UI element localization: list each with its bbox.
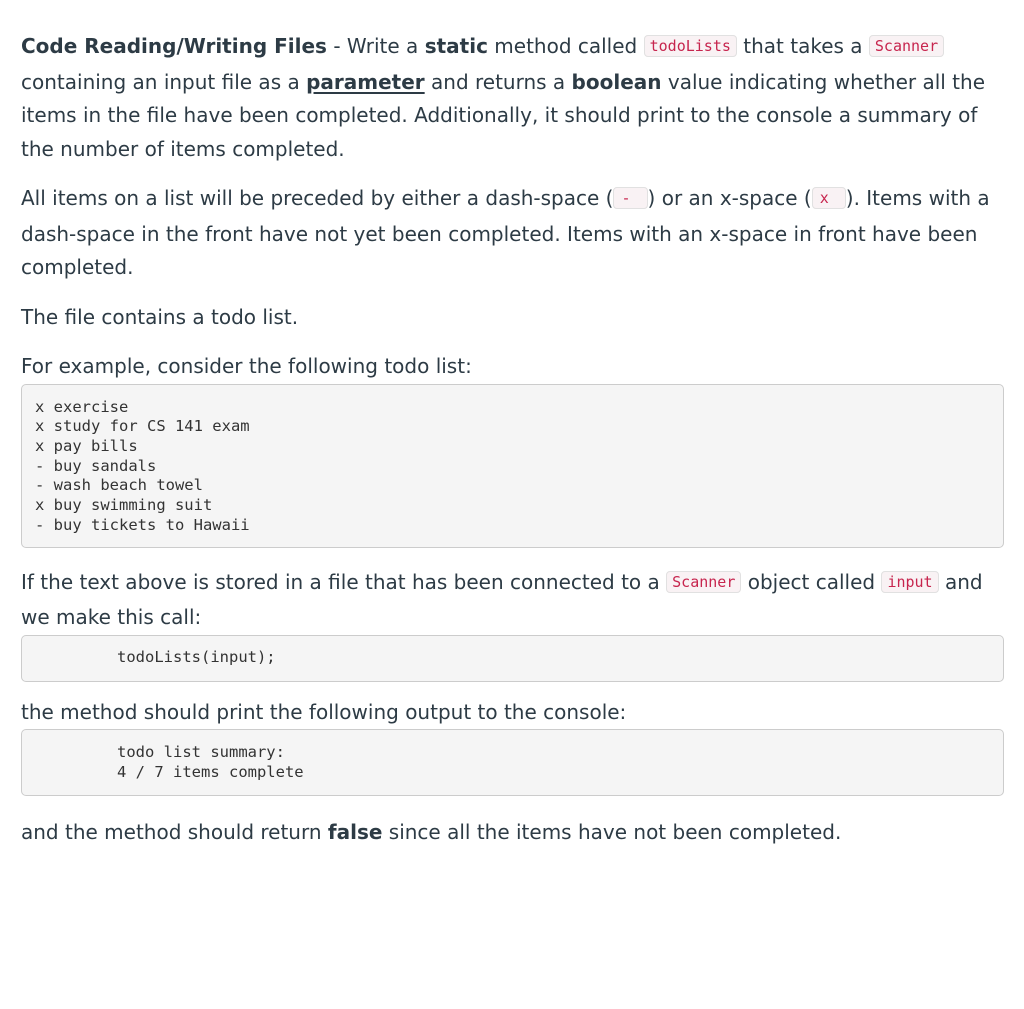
method-name-code: todoLists xyxy=(644,35,737,57)
false-keyword: false xyxy=(327,820,383,844)
return-value-paragraph: and the method should return false since all the items have not been completed. xyxy=(21,820,842,844)
parameter-link[interactable]: parameter xyxy=(306,69,425,94)
todo-line: x buy swimming suit xyxy=(35,496,213,515)
console-output-code-block xyxy=(21,729,1004,796)
todo-line: x exercise xyxy=(35,397,129,416)
todo-line: - buy tickets to Hawaii xyxy=(35,515,250,534)
output-line: 4 / 7 items complete xyxy=(117,762,304,781)
prefix-explanation-paragraph: All items on a list will be preceded by either a dash-space ( - ) or an x-space ( x ). Items with a dash-space in the front have not yet been completed. Items with an x-space in front have been completed. xyxy=(21,186,990,279)
todo-line: x study for CS 141 exam xyxy=(35,417,250,436)
scanner-code: Scanner xyxy=(869,35,944,57)
todo-line: x pay bills xyxy=(35,436,138,455)
input-code: input xyxy=(881,571,938,593)
output-intro-paragraph: the method should print the following output to the console: xyxy=(21,699,627,724)
todo-list-code-block xyxy=(21,384,1004,548)
scanner-code: Scanner xyxy=(666,571,741,593)
todo-line: - wash beach towel xyxy=(35,476,203,495)
static-keyword: static xyxy=(424,34,488,58)
example-intro-paragraph: For example, consider the following todo list: xyxy=(21,354,472,378)
question-content xyxy=(21,30,1006,850)
output-line: todo list summary: xyxy=(117,743,285,761)
question-title: Code Reading/Writing Files xyxy=(21,34,327,58)
method-call-line: todoLists(input); xyxy=(117,647,276,666)
dash-space-code: - xyxy=(613,187,647,209)
method-call-code-block xyxy=(21,635,1004,682)
call-intro-paragraph: If the text above is stored in a file that has been connected to a Scanner object called input and we make this call: xyxy=(21,569,983,629)
intro-paragraph: Code Reading/Writing Files - Write a static method called todoLists that takes a Scanner containing an input file as a parameter and returns a boolean value indicating whether all the items in the file have been completed. Additionally, it should print to the console a summary of the number of items completed. xyxy=(21,34,985,161)
file-description-paragraph: The file contains a todo list. xyxy=(21,304,299,329)
todo-line: - buy sandals xyxy=(35,456,157,475)
boolean-keyword: boolean xyxy=(571,69,662,94)
x-space-code: x xyxy=(812,187,846,209)
